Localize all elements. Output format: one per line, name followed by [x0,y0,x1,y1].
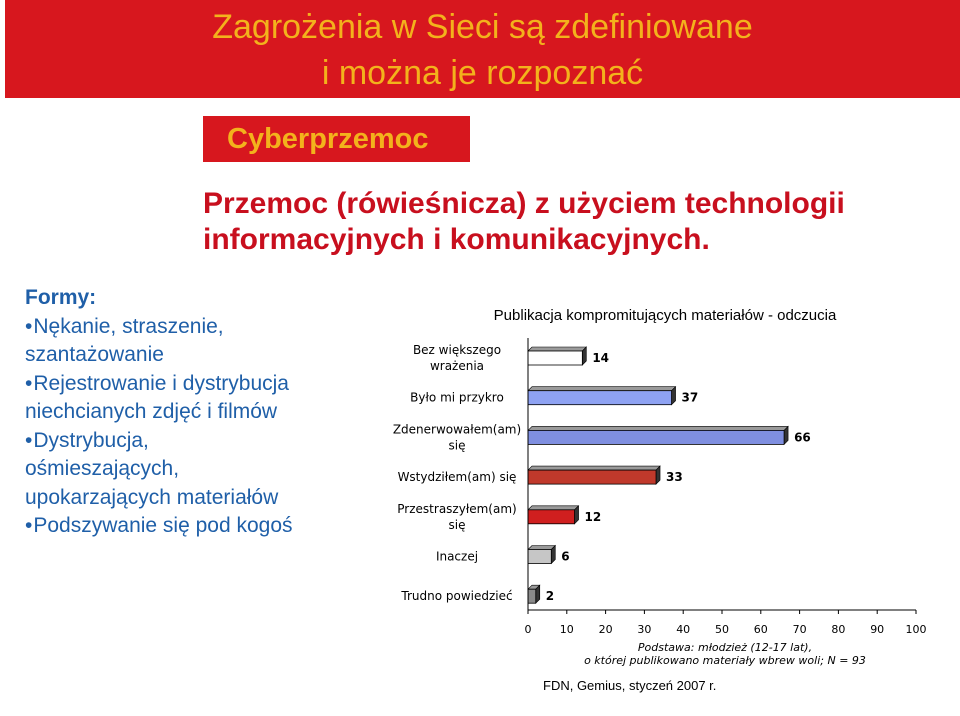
x-tick-label-40: 40 [676,623,691,636]
bar-3 [528,430,784,444]
forms-item-text: Rejestrowanie i dystrybucja [33,371,289,395]
category-label-6-line-1: Inaczej [435,549,479,564]
bar-5 [528,510,575,524]
category-label-5-line-1: Przestraszyłem(am) [397,501,517,516]
bar-top-5 [528,506,579,510]
bullet-marker: • [25,371,33,395]
definition-line-2: informacyjnych i komunikacyjnych. [203,223,710,256]
bar-2 [528,391,672,405]
bar-top-1 [528,347,586,351]
data-label-4: 33 [666,470,683,485]
x-tick-label-80: 80 [831,623,846,636]
data-label-2: 37 [681,390,699,405]
bar-1 [528,351,582,365]
x-tick-label-10: 10 [559,623,574,636]
forms-item-text: Dystrybucja, [33,428,149,452]
x-tick-label-20: 20 [598,623,613,636]
category-label-1-line-1: Bez większego [412,343,502,357]
data-label-3: 66 [794,430,811,445]
category-label-3-line-2: się [448,438,466,453]
slide-title-line-2: i można je rozpoznać [321,54,644,92]
definition-line-1: Przemoc (rówieśnicza) z użyciem technologii [203,187,845,220]
data-label-5: 12 [584,509,602,524]
forms-title: Formy: [25,286,97,309]
bullet-marker: • [25,514,33,537]
x-tick-label-50: 50 [715,623,729,636]
x-tick-label-90: 90 [870,623,885,636]
bullet-marker: • [25,314,33,338]
bar-4 [528,470,656,484]
x-tick-label-100: 100 [905,623,927,636]
bar-6 [528,550,551,564]
forms-item-text: Nękanie, straszenie, [33,314,224,338]
data-label-6: 6 [561,549,570,564]
bar-7 [528,589,536,603]
category-label-2-line-1: Było mi przykro [410,390,504,405]
x-tick-label-70: 70 [792,623,807,636]
bar-top-4 [528,466,660,470]
bullet-marker: • [25,428,33,452]
bar-top-3 [528,426,788,430]
forms-item-text: Podszywanie się pod kogoś [33,514,293,537]
chart-note-line-2: o której publikowano materiały wbrew woli; N = 93 [584,654,866,667]
category-label-4-line-1: Wstydziłem(am) się [397,470,517,485]
forms-item-text: upokarzających materiałów [25,485,279,509]
chart-note-line-1: Podstawa: młodzież (12-17 lat), [637,641,813,654]
category-label-1-line-2: wrażenia [429,359,485,373]
topic-tag: Cyberprzemoc [203,116,470,162]
slide-title-line-1: Zagrożenia w Sieci są zdefiniowane [212,8,753,46]
forms-item-text: ośmieszających, [25,457,180,480]
bar-top-2 [528,387,676,391]
forms-item-text: szantażowanie [25,343,164,366]
source-credit: FDN, Gemius, styczeń 2007 r. [543,678,717,693]
data-label-1: 14 [592,351,610,365]
x-tick-label-60: 60 [753,623,768,636]
x-tick-label-30: 30 [637,623,652,636]
bar-top-6 [528,546,555,550]
chart-title: Publikacja kompromitujących materiałów - odczucia [493,307,837,324]
x-ticks-group [525,610,927,636]
category-label-5-line-2: się [448,517,466,532]
data-label-7: 2 [545,589,555,604]
forms-item-text: niechcianych zdjęć i filmów [25,400,278,423]
category-label-7-line-1: Trudno powiedzieć [401,589,513,604]
x-tick-label-0: 0 [524,623,532,636]
bars-group [393,343,811,603]
category-label-3-line-1: Zdenerwowałem(am) [392,422,522,437]
